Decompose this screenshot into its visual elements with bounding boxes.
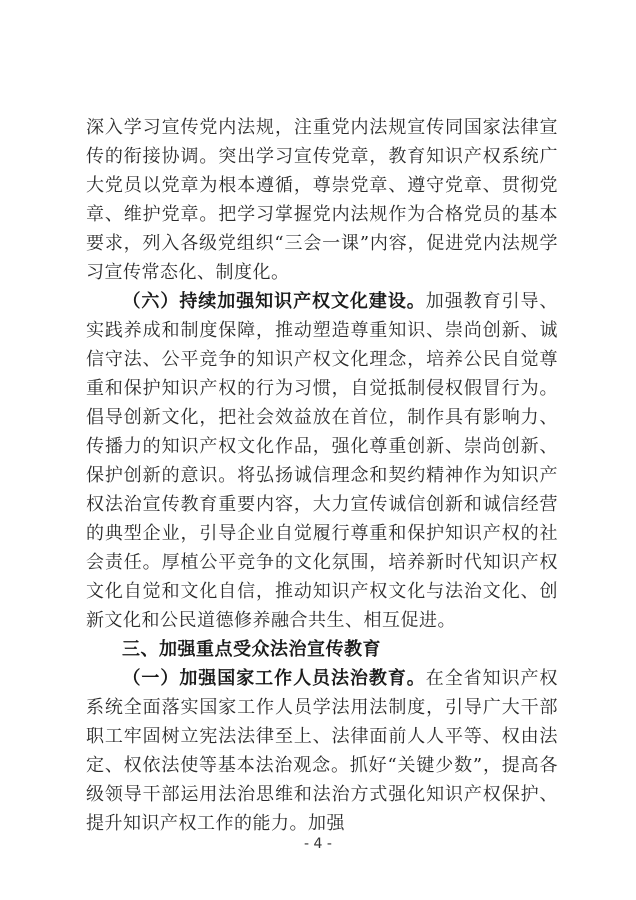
paragraph-text: 在全省知识产权系统全面落实国家工作人员学法用法制度，引导广大干部职工牢固树立宪法法律至上、法律面前人人平等、权由法定、权依法使等基本法治观念。抓好“关键少数”，提高各级领导干部运用法治思维和法治方式强化知识产权保护、提升知识产权工作的能力。加强 [86,668,559,834]
section-heading: 三、加强重点受众法治宣传教育 [122,639,381,660]
document-body [86,113,558,838]
paragraph-lead-heading: （六）持续加强知识产权文化建设。 [122,291,426,312]
paragraph-ip-culture [86,287,558,635]
paragraph-state-personnel [86,664,558,838]
paragraph-text: 加强教育引导、实践养成和制度保障，推动塑造尊重知识、崇尚创新、诚信守法、公平竞争的知识产权文化理念，培养公民自觉尊重和保护知识产权的行为习惯，自觉抵制侵权假冒行为。倡导创新文化，把社会效益放在首位，制作具有影响力、传播力的知识产权文化作品，强化尊重创新、崇尚创新、保护创新的意识。将弘扬诚信理念和契约精神作为知识产权法治宣传教育重要内容，大力宣传诚信创新和诚信经营的典型企业，引导企业自觉履行尊重和保护知识产权的社会责任。厚植公平竞争的文化氛围，培养新时代知识产权文化自觉和文化自信，推动知识产权文化与法治文化、创新文化和公民道德修养融合共生、相互促进。 [86,291,559,631]
paragraph-party-regulations [86,113,558,287]
page-number: - 4 - [304,836,332,852]
paragraph-lead-heading: （一）加强国家工作人员法治教育。 [122,668,426,689]
paragraph-text: 深入学习宣传党内法规，注重党内法规宣传同国家法律宣传的衔接协调。突出学习宣传党章，教育知识产权系统广大党员以党章为根本遵循，尊崇党章、遵守党章、贯彻党章、维护党章。把学习掌握党内法规作为合格党员的基本要求，列入各级党组织“三会一课”内容，促进党内法规学习宣传常态化、制度化。 [86,117,558,283]
